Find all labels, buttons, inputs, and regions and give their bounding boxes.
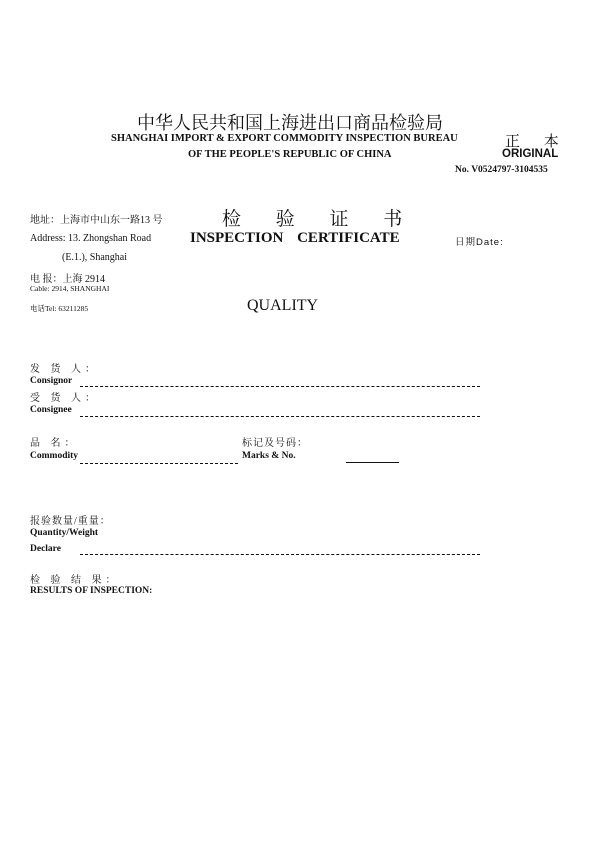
marks-label-en: Marks & No.: [242, 451, 296, 461]
results-label-en: RESULTS OF INSPECTION:: [30, 586, 153, 596]
bureau-title-cn: 中华人民共和国上海进出口商品检验局: [137, 113, 443, 133]
address-en-line1: Address: 13. Zhongshan Road: [30, 233, 152, 244]
certificate-title-en: INSPECTION CERTIFICATE: [190, 230, 400, 246]
commodity-field-line: [80, 463, 238, 464]
certificate-number: No. V0524797-3104535: [455, 165, 548, 175]
date-label: 日期Date:: [455, 237, 504, 248]
telephone: 电话Tel: 63211285: [30, 304, 89, 313]
commodity-label-cn: 品 名：: [30, 438, 79, 449]
certificate-title-cn: 检 验 证 书: [222, 209, 418, 230]
results-label-cn: 检 验 结 果：: [30, 575, 120, 586]
certificate-type: QUALITY: [247, 297, 319, 314]
address-cn: 地址：上海市中山东一路13 号: [30, 215, 163, 226]
quantity-label-en-line1: Quantity/Weight: [30, 528, 99, 538]
consignor-field-line: [80, 386, 480, 387]
consignee-field-line: [80, 416, 480, 417]
quantity-label-cn: 报验数量/重量：: [30, 516, 111, 527]
cable-cn: 电 报：上海 2914: [30, 274, 105, 285]
marks-field-line: [346, 462, 399, 463]
quantity-field-line: [80, 554, 480, 555]
cable-en: Cable: 2914, SHANGHAI: [30, 284, 110, 293]
bureau-title-en-line1: SHANGHAI IMPORT & EXPORT COMMODITY INSPECTION BUREAU: [111, 133, 458, 144]
commodity-label-en: Commodity: [30, 451, 79, 461]
consignor-label-cn: 发 货 人：: [30, 364, 99, 375]
original-label-en: ORIGINAL: [502, 148, 559, 160]
consignee-label-en: Consignee: [30, 405, 72, 415]
consignee-label-cn: 受 货 人：: [30, 393, 99, 404]
original-label-cn: 正 本: [505, 134, 569, 150]
quantity-label-en-line2: Declare: [30, 544, 61, 554]
bureau-title-en-line2: OF THE PEOPLE'S REPUBLIC OF CHINA: [188, 149, 392, 160]
address-en-line2: (E.1.), Shanghai: [62, 252, 127, 263]
consignor-label-en: Consignor: [30, 376, 73, 386]
marks-label-cn: 标记及号码：: [242, 438, 308, 449]
